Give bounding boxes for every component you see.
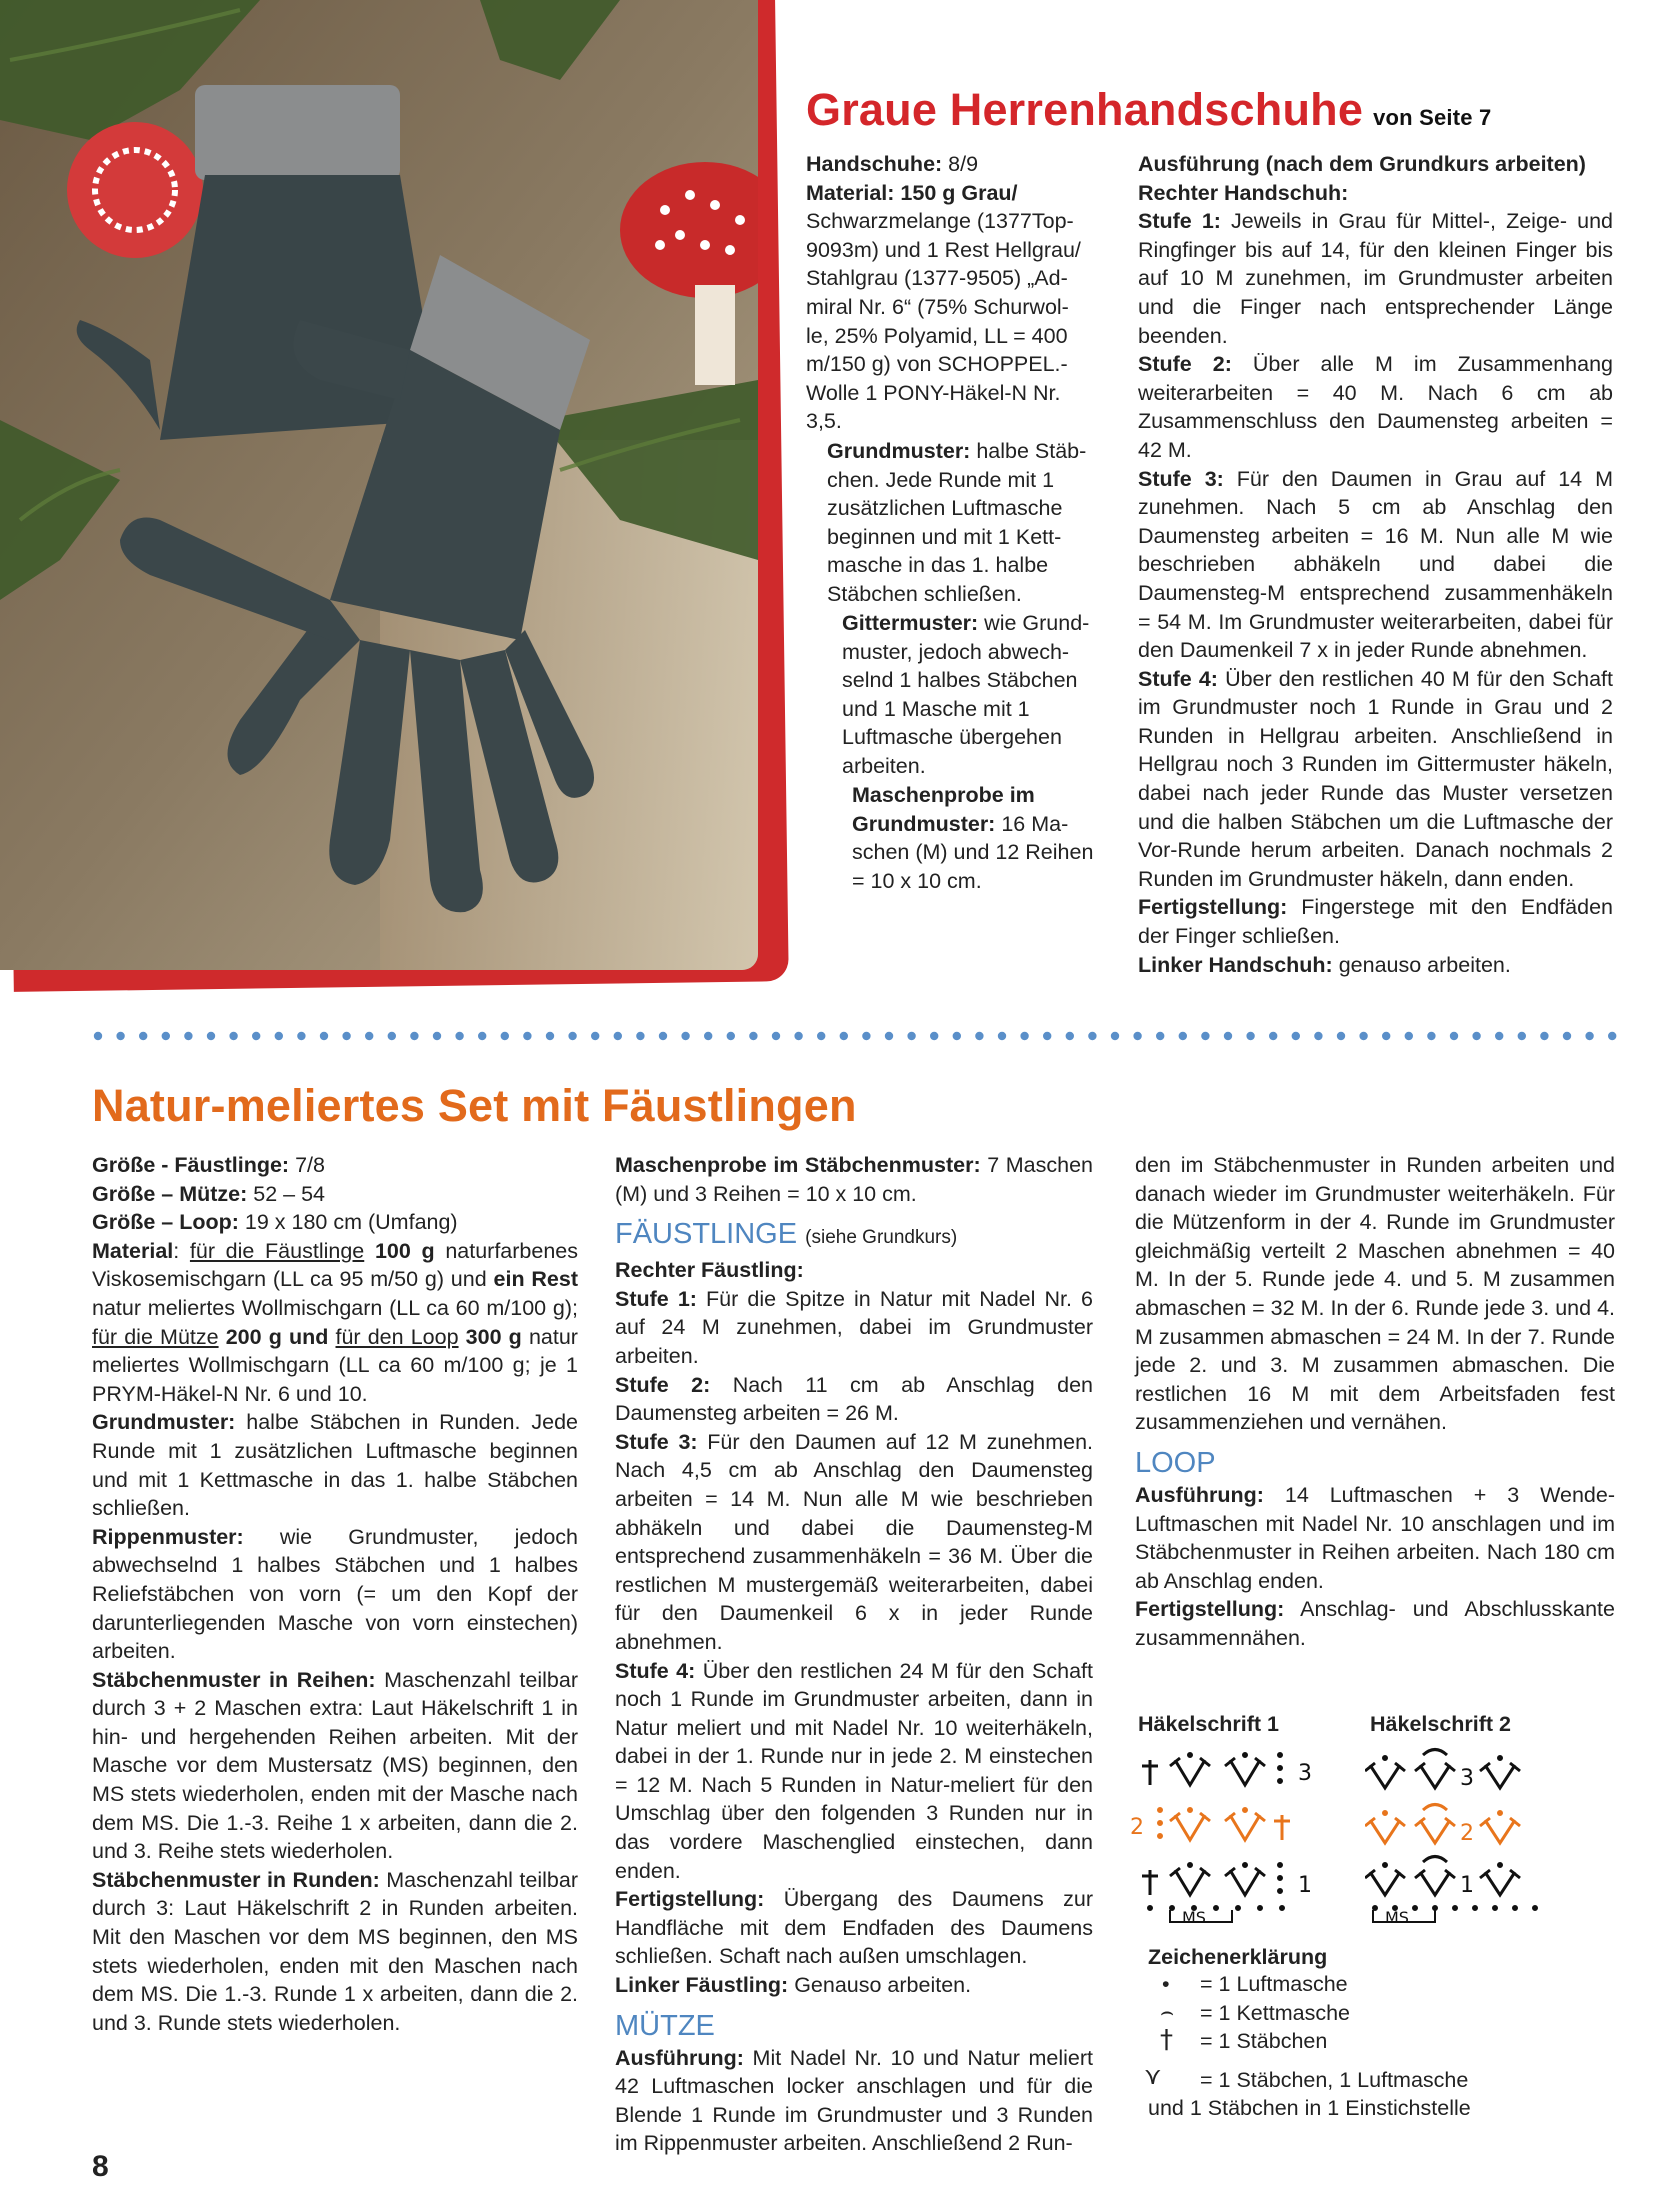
divider-dot [681,1032,689,1040]
divider-dot [1156,1032,1164,1040]
chart2-ms: MS [1385,1908,1409,1925]
divider-dot [410,1032,418,1040]
set-rippenmuster: Rippenmuster: wie Grundmuster, jedoch abwechselnd 1 halbes Stäbchen und 1 halbes Reliefstäbchen von vorn (= um den Kopf der darunterliegenden Masche von vorn einstechen) arbeiten. [92,1524,578,1664]
divider-dot [365,1032,373,1040]
loop-instructions: Ausführung: 14 Luftmaschen + 3 Wende-Luftmaschen mit Nadel Nr. 10 anschlagen und im Stäbchenmuster in Reihen arbeiten. Nach 180 cm ab Anschlag enden. [1135,1482,1615,1593]
size-hat: Größe – Mütze: 52 – 54 [92,1181,326,1206]
mitten-stufe-1: Stufe 1: Für die Spitze in Natur mit Nadel Nr. 6 auf 24 M zunehmen, dabei im Grundmuster arbeiten. [615,1286,1093,1368]
chart1-row-2: 2 [1130,1815,1144,1840]
divider-dot [184,1032,192,1040]
divider-dot [1088,1032,1096,1040]
divider-dot [1585,1032,1593,1040]
diagram-1-title: Häkelschrift 1 [1138,1712,1280,1736]
divider-dot [727,1032,735,1040]
divider-dot [953,1032,961,1040]
section1-title: Graue Herrenhandschuhe von Seite 7 [806,84,1492,135]
gloves-photo [0,0,758,970]
section1-materials [806,150,1096,436]
divider-dot [1066,1032,1074,1040]
divider-dot [1540,1032,1548,1040]
chart2-row-1: 1 [1460,1873,1474,1898]
divider-dot [1292,1032,1300,1040]
chart1-ms: MS [1182,1908,1206,1925]
divider-dot [1359,1032,1367,1040]
divider-dot [930,1032,938,1040]
divider-dot [1608,1032,1616,1040]
gloves-size: Handschuhe: 8/9 [806,152,979,176]
set-material: Material: für die Fäustlinge 100 g naturfarbenes Viskosemischgarn (LL ca 95 m/50 g) und ein Rest natur meliertes Wollmischgarn (LL ca 60 m/100 g); für die Mütze 200 g und für den Loop 300 g natur meliertes Wollmischgarn (LL ca 60 m/100 g; je 1 PRYM-Häkel-N Nr. 6 und 10. [92,1238,579,1406]
legend-double-crochet: † = 1 Stäbchen [1160,2025,1328,2055]
divider-dot [229,1032,237,1040]
hat-instructions: Ausführung: Mit Nadel Nr. 10 und Natur meliert 42 Luftmaschen locker anschlagen und für die Blende 1 Runde im Grundmuster und 3 Runden im Rippenmuster arbeiten. Anschließend 2 Run- [615,2045,1093,2156]
divider-dot [297,1032,305,1040]
diagram-2-title: Häkelschrift 2 [1370,1712,1512,1736]
divider-dot [1246,1032,1254,1040]
mitten-stufe-2: Stufe 2: Nach 11 cm ab Anschlag den Daumensteg arbeiten = 26 M. [615,1372,1093,1426]
divider-dot [636,1032,644,1040]
section2-title: Natur-meliertes Set mit Fäustlingen [92,1080,857,1131]
chart1-row-1: 1 [1298,1873,1312,1898]
gloves-material: Material: 150 g Grau/ Schwarzmelange (1377Top- 9093m) und 1 Rest Hellgrau/ Stahlgrau (1377-9505) „Ad- miral Nr. 6“ (75% Schurwol- le, 25% Polyamid, LL = 400 m/150 g) von SCHOPPEL.- Wolle 1 PONY-Häkel-N Nr. 3,5. [806,180,1081,434]
glove-stufe-4: Stufe 4: Über den restlichen 40 M für den Schaft im Grundmuster noch 1 Runde in Grau und 2 Runden in Hellgrau arbeiten. Anschließend in Hellgrau noch 3 Runden im Gittermuster häkeln, dabei nach jeder Runde das Muster versetzen und die halben Stäbchen um die Luftmasche der Vor-Runde herum arbeiten. Danach nochmals 2 Runden im Grundmuster häkeln, dann enden. [1138,666,1613,891]
divider-dot [862,1032,870,1040]
gloves-grundmuster: Grundmuster: halbe Stäb- chen. Jede Runde mit 1 zusätzlichen Luftmasche beginnen und mit 1 Kett- masche in das 1. halbe Stäbchen schließen. [827,439,1087,606]
divider-dot [1495,1032,1503,1040]
section1-title-suffix: von Seite 7 [1373,105,1492,130]
dotted-divider [92,1030,1632,1042]
divider-dot [749,1032,757,1040]
divider-dot [116,1032,124,1040]
glove-stufe-1: Stufe 1: Jeweils in Grau für Mittel-, Zeige- und Ringfinger bis auf 14, für den kleinen Finger bis auf 10 M zunehmen, im Grundmuster arbeiten und die Finger nach entsprechender Länge beenden. [1138,209,1613,348]
divider-dot [704,1032,712,1040]
divider-dot [342,1032,350,1040]
set-staebchen-reihen: Stäbchenmuster in Reihen: Maschenzahl teilbar durch 3 + 2 Maschen extra: Laut Häkelschrift 1 in hin- und hergehenden Reihen arbeiten. Mit der Masche vor dem Mustersatz (MS) beginnen, den MS stets wiederholen, enden mit der Masche nach dem MS. Die 1.-3. Reihe 1 x arbeiten, dann die 2. und 3. Reihe stets wiederholen. [92,1667,578,1864]
section2-column-2 [615,1151,1093,2158]
chart2-row-2: 2 [1460,1821,1474,1846]
divider-dot [1405,1032,1413,1040]
legend-title: Zeichenerklärung [1148,1945,1328,1969]
divider-dot [1427,1032,1435,1040]
legend-chain-stitch: • = 1 Luftmasche [1200,1970,1618,1999]
divider-dot [1337,1032,1345,1040]
legend-items [1144,1970,1618,2123]
divider-dot [455,1032,463,1040]
mittens-heading: FÄUSTLINGE (siehe Grundkurs) [615,1218,958,1251]
double-crochet-icon: † [1160,2025,1173,2055]
divider-dot [162,1032,170,1040]
divider-dot [568,1032,576,1040]
gloves-photo-illustration [0,0,758,970]
glove-stufe-2: Stufe 2: Über alle M im Zusammenhang weiterarbeiten = 40 M. Nach 6 cm ab Zusammenschluss den Daumensteg arbeiten = 42 M. [1138,352,1613,462]
divider-dot [139,1032,147,1040]
divider-dot [885,1032,893,1040]
divider-dot [1043,1032,1051,1040]
loop-fertigstellung: Fertigstellung: Anschlag- und Abschlusskante zusammennähen. [1135,1597,1615,1650]
glove-stufe-3: Stufe 3: Für den Daumen in Grau auf 14 M zunehmen. Nach 5 cm ab Anschlag den Daumensteg arbeiten = 16 M. Nun alle M wie beschrieben abhäkeln und dabei die Daumensteg-M entsprechend zusammenhäkeln = 54 M. Im Grundmuster weiterarbeiten, dabei für den Daumenkeil 7 x in jeder Runde abnehmen. [1138,466,1613,663]
divider-dot [1382,1032,1390,1040]
divider-dot [975,1032,983,1040]
right-glove-heading: Rechter Handschuh: [1138,180,1349,205]
divider-dot [794,1032,802,1040]
divider-dot [433,1032,441,1040]
set-maschenprobe: Maschenprobe im Stäbchenmuster: 7 Maschen (M) und 3 Reihen = 10 x 10 cm. [615,1153,1094,1206]
instructions-heading: Ausführung (nach dem Grundkurs arbeiten) [1138,152,1586,176]
divider-dot [1111,1032,1119,1040]
divider-dot [478,1032,486,1040]
divider-dot [1133,1032,1141,1040]
v-stitch-icon: ⋎ [1144,2062,1162,2090]
glove-fertigstellung: Fertigstellung: Fingerstege mit den Endfäden der Finger schließen. [1138,895,1613,949]
divider-dot [659,1032,667,1040]
chart2-row-3: 3 [1460,1766,1474,1791]
divider-dot [614,1032,622,1040]
legend-slip-stitch: ⌢ = 1 Kettmasche [1160,2000,1350,2025]
set-staebchen-runden: Stäbchenmuster in Runden: Maschenzahl teilbar durch 3: Laut Häkelschrift 2 in Runden arbeiten. Mit den Maschen vor dem MS beginnen, den MS stets wiederholen, enden mit den Maschen nach dem MS. Die 1.-3. Runde 1 x arbeiten, dann die 2. und 3. Runde stets wiederholen. [92,1867,578,2035]
gloves-maschenprobe: Maschenprobe im Grundmuster: 16 Ma- schen (M) und 12 Reihen = 10 x 10 cm. [852,783,1094,893]
slip-stitch-icon: ⌢ [1160,2000,1175,2024]
divider-dot [320,1032,328,1040]
divider-dot [1179,1032,1187,1040]
size-mittens: Größe - Fäustlinge: 7/8 [92,1153,325,1177]
left-mitten: Linker Fäustling: Genauso arbeiten. [615,1973,972,1998]
legend-v-stitch-continued: und 1 Stäbchen in 1 Einstichstelle [1148,2096,1471,2121]
divider-dot [591,1032,599,1040]
divider-dot [907,1032,915,1040]
divider-dot [1563,1032,1571,1040]
crochet-chart-2 [1365,1740,1605,1925]
hat-instructions-continued: den im Stäbchenmuster in Runden arbeiten und danach wieder im Grundmuster weiterhäkeln. Für die Mützenform in der 4. Runde im Grundmuster gleichmäßig verteilt 2 Maschen abnehmen = 40 M. In der 5. Runde jede 4. und 5. M zusammen abmaschen = 32 M. In der 6. Runde jede 3. und 4. M zusammen abmaschen = 24 M. In der 7. Runde jede 2. und 3. M zusammen abmaschen. Die restlichen 16 M mit dem Arbeitsfaden fest zusammenziehen und vernähen. [1135,1153,1615,1435]
mitten-fertigstellung: Fertigstellung: Übergang des Daumens zur Handfläche mit dem Endfaden des Daumens schließen. Schaft nach außen umschlagen. [615,1887,1093,1969]
divider-dot [817,1032,825,1040]
left-glove: Linker Handschuh: genauso arbeiten. [1138,952,1511,977]
mitten-stufe-4: Stufe 4: Über den restlichen 24 M für den Schaft noch 1 Runde im Grundmuster arbeiten, dann in Natur meliert und mit Nadel Nr. 10 weiterhäkeln, dabei in der 1. Runde nur in jede 2. M einstechen = 12 M. Nach 5 Runden in Natur-meliert für den Umschlag über den folgenden 3 Runden nur in das vordere Maschenglied einstechen, dann enden. [615,1658,1093,1883]
crochet-chart-1 [1130,1740,1360,1925]
divider-dot [1518,1032,1526,1040]
chain-stitch-icon: • [1162,1972,1170,1996]
page-number: 8 [92,2150,109,2183]
hat-heading: MÜTZE [615,2009,715,2042]
section2-column-1 [92,1151,578,2037]
divider-dot [275,1032,283,1040]
divider-dot [1314,1032,1322,1040]
divider-dot [1020,1032,1028,1040]
divider-dot [501,1032,509,1040]
set-grundmuster: Grundmuster: halbe Stäbchen in Runden. Jede Runde mit 1 zusätzlichen Luftmasche beginnen und mit 1 Kettmasche in das 1. halbe Stäbchen schließen. [92,1410,578,1521]
size-loop: Größe – Loop: 19 x 180 cm (Umfang) [92,1210,458,1235]
loop-heading: LOOP [1135,1446,1216,1479]
divider-dot [207,1032,215,1040]
divider-dot [840,1032,848,1040]
right-mitten-heading: Rechter Fäustling: [615,1258,804,1283]
divider-dot [546,1032,554,1040]
divider-dot [1201,1032,1209,1040]
divider-dot [94,1032,102,1040]
section1-instructions [1138,150,1613,979]
divider-dot [772,1032,780,1040]
divider-dot [523,1032,531,1040]
section2-column-3 [1135,1151,1615,1653]
legend-v-stitch: ⋎ = 1 Stäbchen, 1 Luftmasche [1144,2062,1469,2092]
mitten-stufe-3: Stufe 3: Für den Daumen auf 12 M zunehmen. Nach 4,5 cm ab Anschlag den Daumensteg arbeiten = 14 M. Nun alle M wie beschrieben abhäkeln und dabei die Daumensteg-M entsprechend zusammenhäkeln = 36 M. Über die restlichen M mustergemäß weiterarbeiten, dabei für den Daumenkeil 6 x in jeder Runde abnehmen. [615,1429,1093,1654]
chart-legend [1144,1945,1618,2123]
divider-dot [1224,1032,1232,1040]
chart1-row-3: 3 [1298,1761,1312,1786]
divider-dot [252,1032,260,1040]
divider-dot [1269,1032,1277,1040]
divider-dot [998,1032,1006,1040]
divider-dot [388,1032,396,1040]
divider-dot [1472,1032,1480,1040]
gloves-gittermuster: Gittermuster: wie Grund- muster, jedoch abwech- selnd 1 halbes Stäbchen und 1 Masche mit 1 Luftmasche übergehen arbeiten. [842,611,1090,778]
divider-dot [1450,1032,1458,1040]
